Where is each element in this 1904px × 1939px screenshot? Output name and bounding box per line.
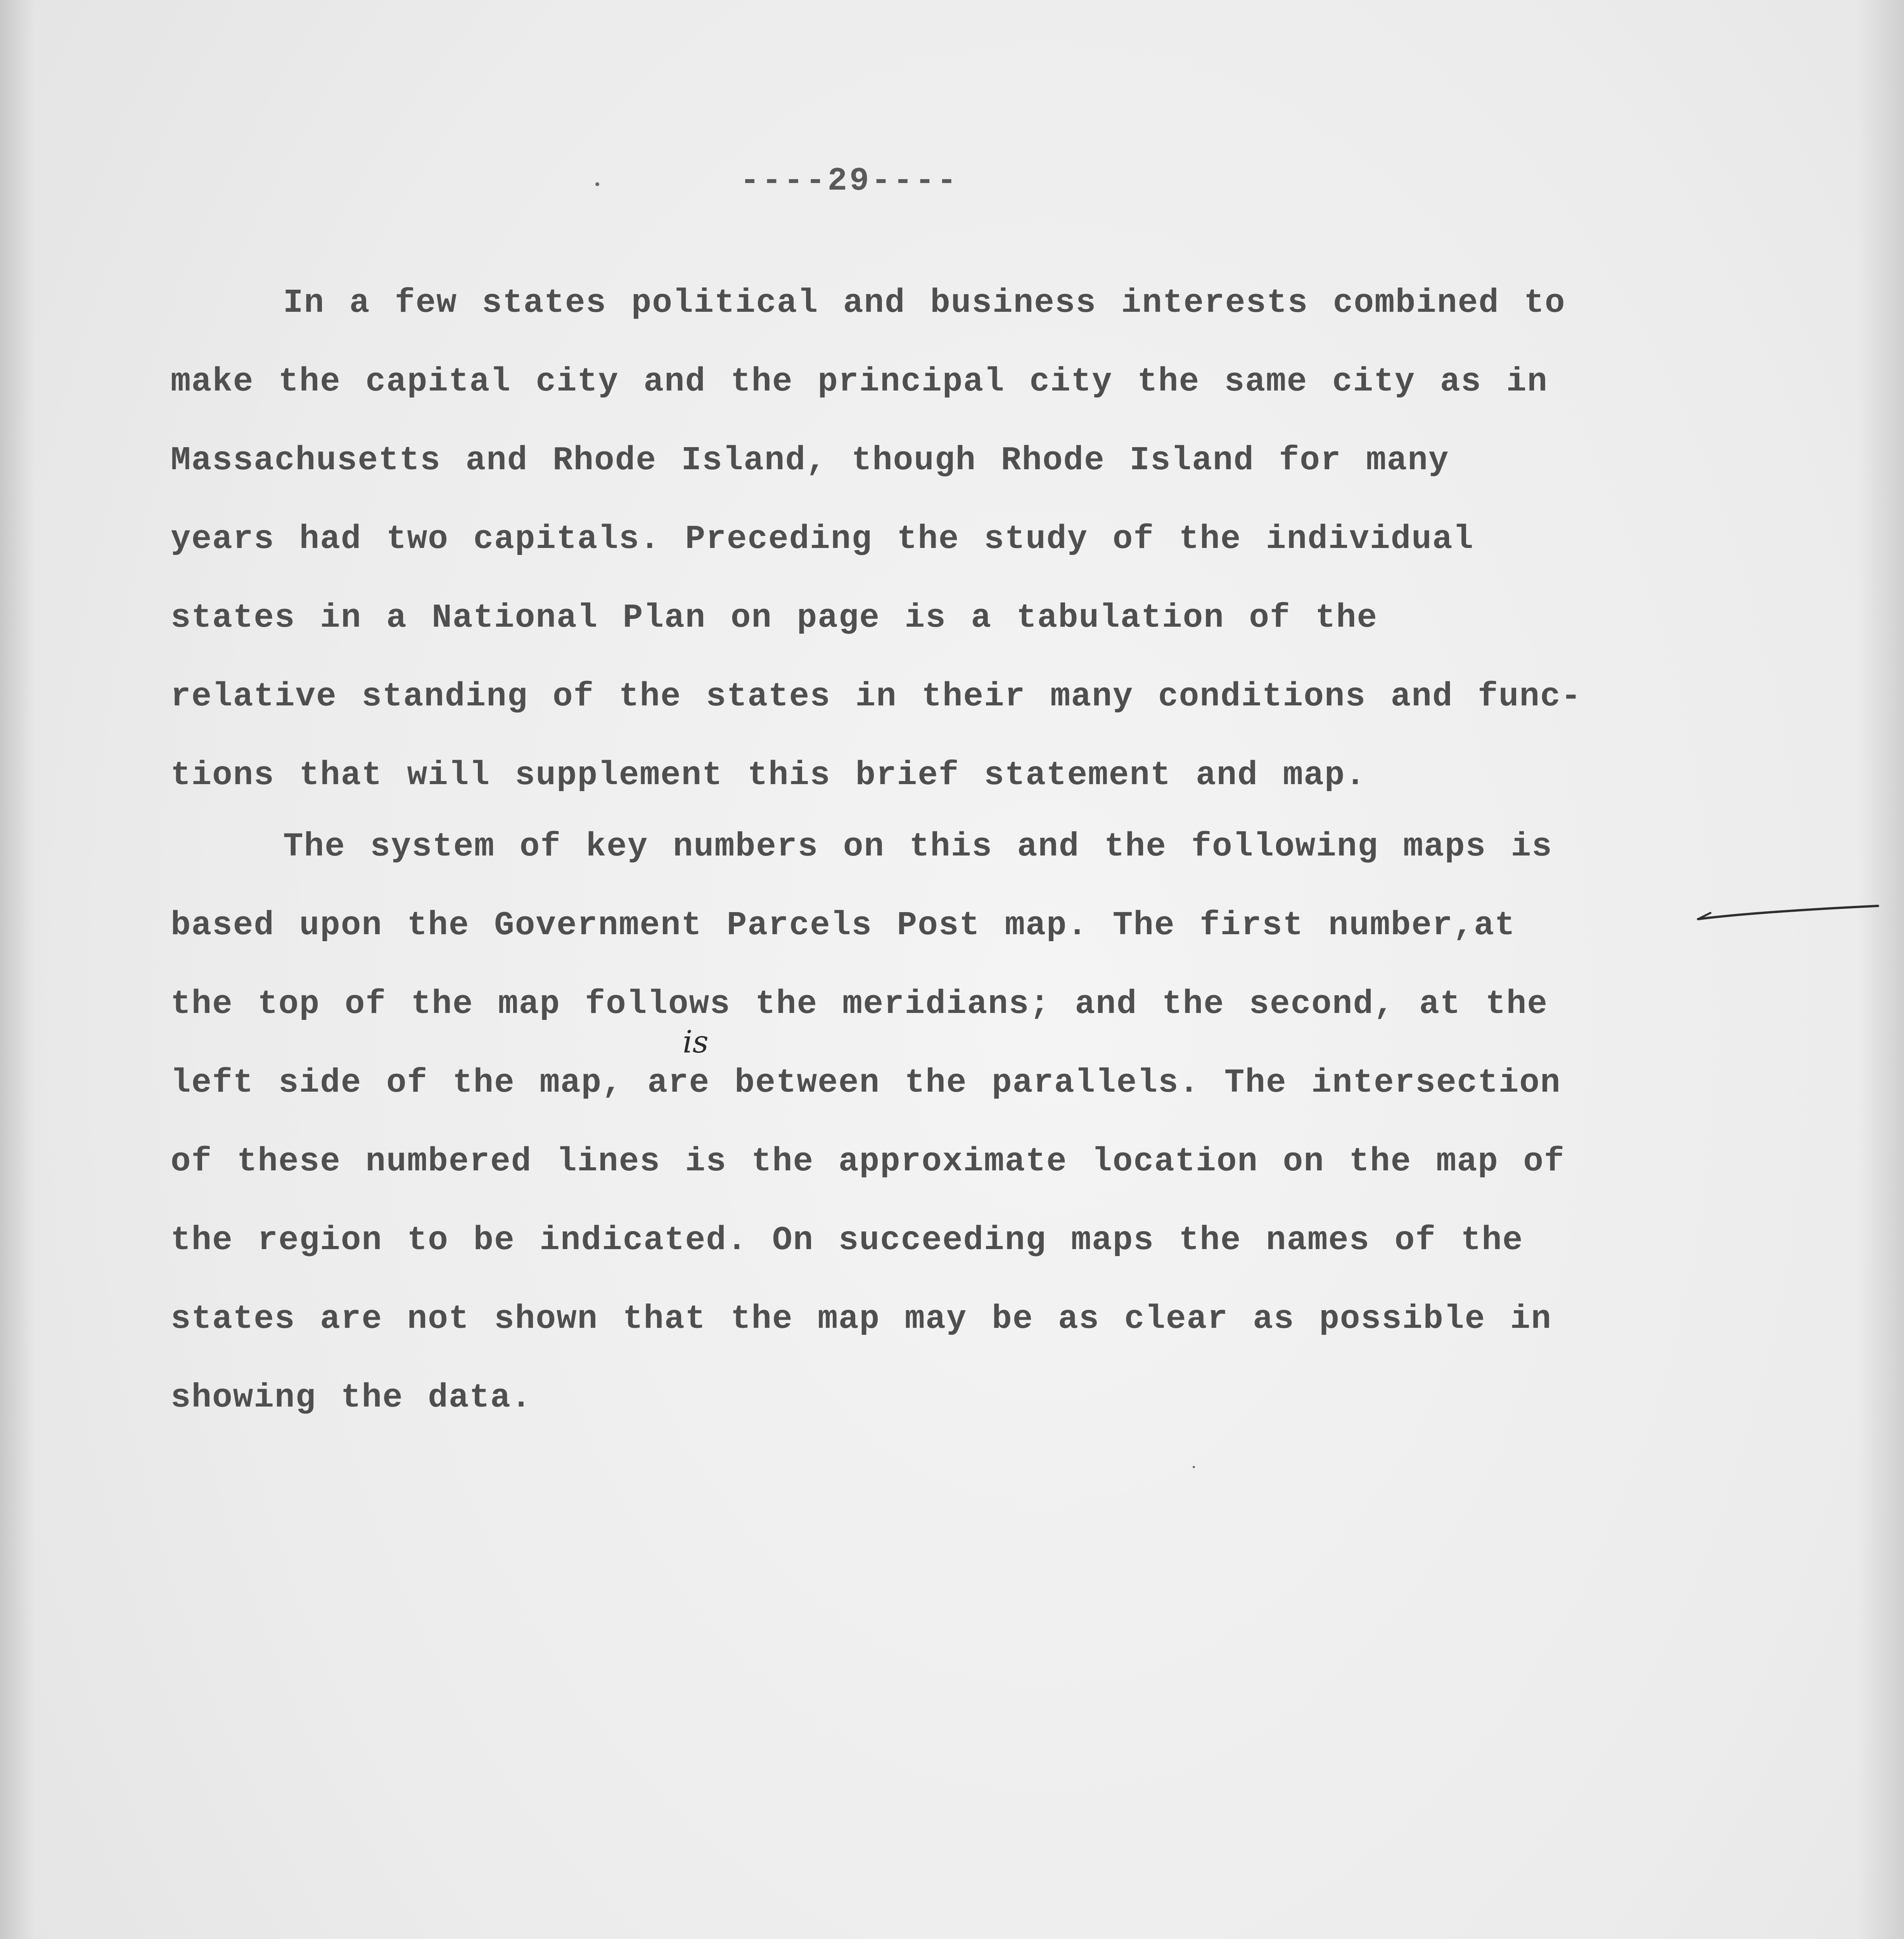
paragraph-line: of these numbered lines is the approximate location on the map of [171, 1142, 1565, 1180]
paragraph-line: the region to be indicated. On succeeding maps the names of the [171, 1221, 1524, 1259]
paragraph-line: Massachusetts and Rhode Island, though Rhode Island for many [171, 441, 1449, 479]
paragraph-2 [171, 807, 1707, 1437]
paragraph-line: relative standing of the states in their many conditions and func- [171, 677, 1582, 715]
paragraph-line: tions that will supplement this brief statement and map. [171, 756, 1366, 794]
paragraph-1 [171, 264, 1707, 815]
page-edge-shadow-left [0, 0, 35, 1939]
paragraph-line: states are not shown that the map may be as clear as possible in [171, 1300, 1552, 1338]
paragraph-line: showing the data. [171, 1379, 532, 1417]
paper-speck [1193, 1466, 1195, 1468]
paragraph-line: states in a National Plan on page is a tabulation of the [171, 599, 1378, 637]
paragraph-line: the top of the map follows the meridians; and the second, at the [171, 985, 1548, 1023]
paragraph-line: left side of the map, are between the parallels. The intersection [171, 1064, 1561, 1102]
handwritten-insertion: is [683, 1024, 709, 1060]
page-number: ----29---- [740, 163, 959, 200]
page-edge-shadow-right [1857, 0, 1904, 1939]
paragraph-line: In a few states political and business interests combined to [283, 284, 1566, 322]
paper-speck [595, 182, 599, 186]
paragraph-line: make the capital city and the principal city the same city as in [171, 363, 1548, 401]
paragraph-line: The system of key numbers on this and the following maps is [283, 828, 1553, 866]
paragraph-line: based upon the Government Parcels Post map. The first number,at [171, 906, 1516, 944]
margin-arrow-mark [1695, 900, 1881, 928]
paragraph-line: years had two capitals. Preceding the study of the individual [171, 520, 1474, 558]
